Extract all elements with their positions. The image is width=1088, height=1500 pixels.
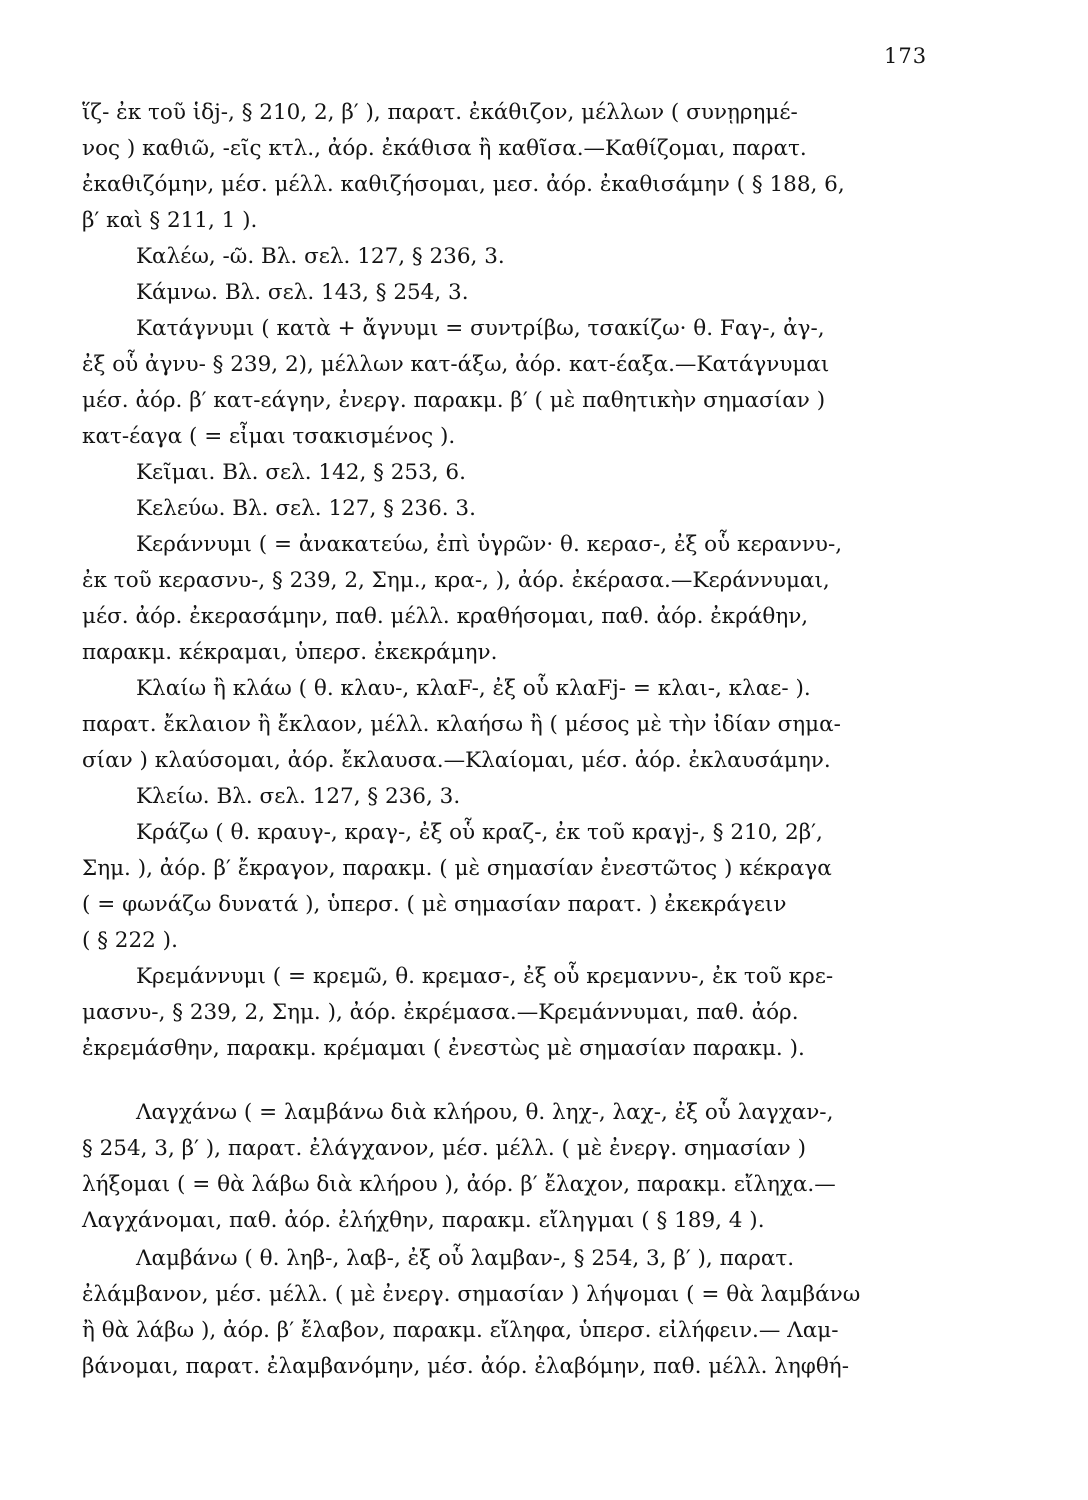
entry-kleio: Κλείω. Βλ. σελ. 127, § 236, 3. bbox=[136, 784, 461, 809]
text-line: ( = φωνάζω δυνατά ), ὑπερσ. ( μὲ σημασίαν παρατ. ) ἐκεκράγειν bbox=[82, 892, 787, 917]
text-line: ( § 222 ). bbox=[82, 928, 178, 953]
text-line: ἐλάμβανον, μέσ. μέλλ. ( μὲ ἐνεργ. σημασίαν ) λήψομαι ( = θὰ λαμβάνω bbox=[82, 1282, 861, 1307]
text-line: παρακμ. κέκραμαι, ὑπερσ. ἐκεκράμην. bbox=[82, 640, 498, 665]
text-line: μέσ. ἀόρ. β′ κατ-εάγην, ἐνεργ. παρακμ. β′ ( μὲ παθητικὴν σημασίαν ) bbox=[82, 388, 826, 413]
text-line: ἵζ- ἐκ τοῦ ἱδj-, § 210, 2, β′ ), παρατ. ἐκάθιζον, μέλλων ( συνῃρημέ- bbox=[82, 100, 798, 125]
entry-katagnymi: Κατάγνυμι ( κατὰ + ἄγνυμι = συντρίβω, τσακίζω· θ. Fαγ-, ἀγ-, bbox=[136, 316, 825, 341]
text-line: ἐκρεμάσθην, παρακμ. κρέμαμαι ( ἐνεστὼς μὲ σημασίαν παρακμ. ). bbox=[82, 1036, 805, 1061]
entry-krazo: Κράζω ( θ. κραυγ-, κραγ-, ἐξ οὗ κραζ-, ἐκ τοῦ κραγj-, § 210, 2β′, bbox=[136, 820, 823, 845]
entry-keimai: Κεῖμαι. Βλ. σελ. 142, § 253, 6. bbox=[136, 460, 466, 485]
text-line: ἐκαθιζόμην, μέσ. μέλλ. καθιζήσομαι, μεσ. ἀόρ. ἐκαθισάμην ( § 188, 6, bbox=[82, 172, 845, 197]
text-line: Σημ. ), ἀόρ. β′ ἔκραγον, παρακμ. ( μὲ σημασίαν ἐνεστῶτος ) κέκραγα bbox=[82, 856, 832, 881]
text-line: § 254, 3, β′ ), παρατ. ἐλάγχανον, μέσ. μέλλ. ( μὲ ἐνεργ. σημασίαν ) bbox=[82, 1136, 806, 1161]
text-line: ἐξ οὗ ἀγνυ- § 239, 2), μέλλων κατ-άξω, ἀόρ. κατ-έαξα.—Κατάγνυμαι bbox=[82, 352, 830, 377]
text-line: σίαν ) κλαύσομαι, ἀόρ. ἔκλαυσα.—Κλαίομαι, μέσ. ἀόρ. ἐκλαυσάμην. bbox=[82, 748, 831, 773]
entry-lanchano: Λαγχάνω ( = λαμβάνω διὰ κλήρου, θ. ληχ-, λαχ-, ἐξ οὗ λαγχαν-, bbox=[136, 1100, 834, 1125]
text-line: μασνυ-, § 239, 2, Σημ. ), ἀόρ. ἐκρέμασα.—Κρεμάννυμαι, παθ. ἀόρ. bbox=[82, 1000, 799, 1025]
page-number: 173 bbox=[884, 44, 928, 68]
entry-kaleo: Καλέω, -ῶ. Βλ. σελ. 127, § 236, 3. bbox=[136, 244, 505, 269]
text-line: β′ καὶ § 211, 1 ). bbox=[82, 208, 258, 233]
text-line: βάνομαι, παρατ. ἐλαμβανόμην, μέσ. ἀόρ. ἐλαβόμην, παθ. μέλλ. ληφθή- bbox=[82, 1354, 849, 1379]
text-line: παρατ. ἔκλαιον ἢ ἔκλαον, μέλλ. κλαήσω ἢ ( μέσος μὲ τὴν ἰδίαν σημα- bbox=[82, 712, 841, 737]
text-line: νος ) καθιῶ, -εῖς κτλ., ἀόρ. ἐκάθισα ἢ καθῖσα.—Καθίζομαι, παρατ. bbox=[82, 136, 807, 161]
entry-kerannymi: Κεράννυμι ( = ἀνακατεύω, ἐπὶ ὑγρῶν· θ. κερασ-, ἐξ οὗ κεραννυ-, bbox=[136, 532, 843, 557]
entry-lambano: Λαμβάνω ( θ. ληβ-, λαβ-, ἐξ οὗ λαμβαν-, § 254, 3, β′ ), παρατ. bbox=[136, 1246, 795, 1271]
text-line: ἐκ τοῦ κερασνυ-, § 239, 2, Σημ., κρα-, ), ἀόρ. ἐκέρασα.—Κεράννυμαι, bbox=[82, 568, 830, 593]
text-line: Λαγχάνομαι, παθ. ἀόρ. ἐλήχθην, παρακμ. εἴληγμαι ( § 189, 4 ). bbox=[82, 1208, 765, 1233]
text-line: μέσ. ἀόρ. ἐκερασάμην, παθ. μέλλ. κραθήσομαι, παθ. ἀόρ. ἐκράθην, bbox=[82, 604, 809, 629]
entry-kamno: Κάμνω. Βλ. σελ. 143, § 254, 3. bbox=[136, 280, 469, 305]
entry-keleuo: Κελεύω. Βλ. σελ. 127, § 236. 3. bbox=[136, 496, 476, 521]
text-line: κατ-έαγα ( = εἶμαι τσακισμένος ). bbox=[82, 424, 456, 449]
text-line: λήξομαι ( = θὰ λάβω διὰ κλήρου ), ἀόρ. β′ ἔλαχον, παρακμ. εἴληχα.— bbox=[82, 1172, 836, 1197]
entry-klaio: Κλαίω ἢ κλάω ( θ. κλαυ-, κλαF-, ἐξ οὗ κλαFj- = κλαι-, κλαε- ). bbox=[136, 676, 811, 701]
text-line: ἢ θὰ λάβω ), ἀόρ. β′ ἔλαβον, παρακμ. εἴληφα, ὑπερσ. εἰλήφειν.— Λαμ- bbox=[82, 1318, 839, 1343]
entry-kremannymi: Κρεμάννυμι ( = κρεμῶ, θ. κρεμασ-, ἐξ οὗ κρεμαννυ-, ἐκ τοῦ κρε- bbox=[136, 964, 834, 989]
